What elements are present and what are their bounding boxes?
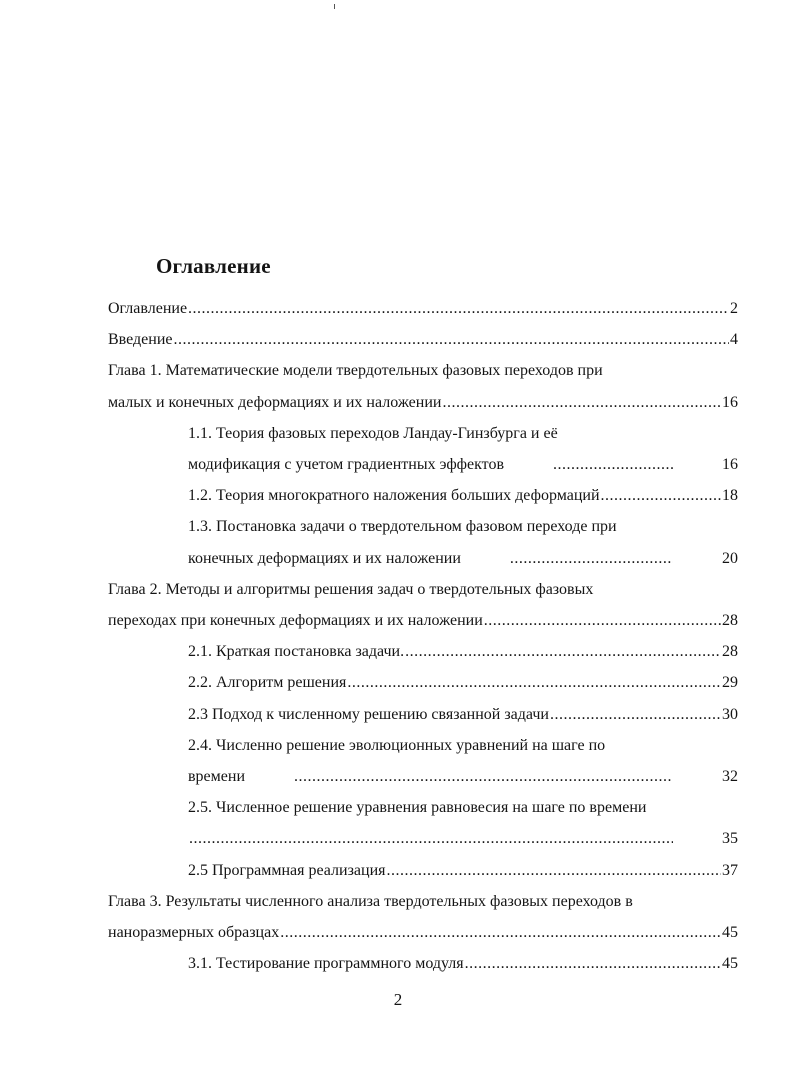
- toc-entry[interactable]: [108, 418, 738, 480]
- toc-entry[interactable]: [108, 293, 738, 324]
- toc-heading: Оглавление: [156, 254, 271, 278]
- toc-entry[interactable]: [108, 886, 738, 948]
- toc-entry[interactable]: [108, 574, 738, 636]
- toc-entry-page: 37: [722, 861, 738, 879]
- toc-entry-title: наноразмерных образцах: [108, 924, 280, 942]
- toc-entry-page: 16: [722, 456, 738, 474]
- toc-entry-title: малых и конечных деформациях и их наложении: [108, 393, 442, 411]
- toc-entry[interactable]: [108, 511, 738, 573]
- dot-leader: [601, 480, 722, 511]
- toc-entry-page: 45: [722, 924, 738, 942]
- scan-mark: [334, 4, 335, 9]
- toc-entry[interactable]: [108, 636, 738, 667]
- dot-leader: [246, 761, 673, 792]
- dot-leader: [347, 667, 721, 698]
- table-of-contents: [108, 293, 738, 979]
- toc-entry-title: 2.3 Подход к численному решению связанной задачи: [188, 705, 549, 723]
- toc-entry-title: 2.5 Программная реализация: [188, 861, 386, 879]
- toc-entry-page: 2: [730, 300, 738, 317]
- toc-entry[interactable]: [108, 667, 738, 698]
- toc-entry-page: 20: [722, 549, 738, 567]
- toc-entry-page: 32: [722, 768, 738, 786]
- toc-entry-title-line: Глава 1. Математические модели твердотельных фазовых переходов при: [108, 362, 603, 380]
- dot-leader: [462, 543, 673, 574]
- toc-entry[interactable]: [108, 948, 738, 979]
- toc-entry-page: 30: [722, 705, 738, 723]
- toc-entry-title: времени: [188, 768, 246, 786]
- toc-entry[interactable]: [108, 792, 738, 854]
- toc-entry-title: Введение: [108, 331, 173, 349]
- toc-entry-title-line: 1.1. Теория фазовых переходов Ландау-Гинзбурга и её: [188, 424, 558, 442]
- dot-leader: [386, 855, 721, 886]
- toc-entry[interactable]: [108, 730, 738, 792]
- toc-entry-page: 28: [722, 612, 738, 630]
- toc-entry[interactable]: [108, 855, 738, 886]
- toc-entry-title-line: 1.3. Постановка задачи о твердотельном фазовом переходе при: [188, 518, 617, 536]
- dot-leader: [550, 699, 721, 730]
- toc-entry-title: 2.1. Краткая постановка задачи.: [188, 643, 405, 661]
- dot-leader: [405, 636, 721, 667]
- dot-leader: [188, 293, 729, 324]
- dot-leader: [174, 324, 730, 355]
- toc-entry-title: конечных деформациях и их наложении: [188, 549, 461, 567]
- toc-entry-title: Оглавление: [108, 300, 188, 317]
- toc-entry-title: переходах при конечных деформациях и их наложении: [108, 612, 483, 630]
- toc-entry[interactable]: [108, 480, 738, 511]
- toc-entry-title-line: 2.5. Численное решение уравнения равновесия на шаге по времени: [188, 799, 647, 817]
- toc-entry-title-line: 2.4. Численно решение эволюционных уравнений на шаге по: [188, 736, 606, 754]
- dot-leader: [442, 387, 721, 418]
- toc-entry-page: 4: [730, 331, 738, 349]
- toc-entry-title: 2.2. Алгоритм решения: [188, 674, 347, 692]
- toc-entry-page: 18: [722, 487, 738, 505]
- toc-entry-page: 45: [722, 955, 738, 973]
- toc-entry-title: 1.2. Теория многократного наложения больших деформаций: [188, 487, 600, 505]
- page-number: 2: [393, 990, 403, 1009]
- dot-leader: [280, 917, 721, 948]
- toc-entry-title: модификация с учетом градиентных эффектов: [188, 456, 505, 474]
- toc-entry-title-line: Глава 3. Результаты численного анализа твердотельных фазовых переходов в: [108, 892, 633, 910]
- dot-leader: [141, 823, 673, 854]
- toc-entry-title-line: Глава 2. Методы и алгоритмы решения задач о твердотельных фазовых: [108, 580, 594, 598]
- dot-leader: [465, 948, 721, 979]
- toc-entry-page: 29: [722, 674, 738, 692]
- toc-entry-title: 3.1. Тестирование программного модуля: [188, 955, 464, 973]
- toc-entry[interactable]: [108, 355, 738, 417]
- toc-entry[interactable]: [108, 699, 738, 730]
- toc-entry[interactable]: [108, 324, 738, 355]
- dot-leader: [505, 449, 673, 480]
- toc-entry-page: 16: [722, 393, 738, 411]
- toc-entry-page: 28: [722, 643, 738, 661]
- toc-entry-page: 35: [722, 830, 738, 848]
- dot-leader: [484, 605, 721, 636]
